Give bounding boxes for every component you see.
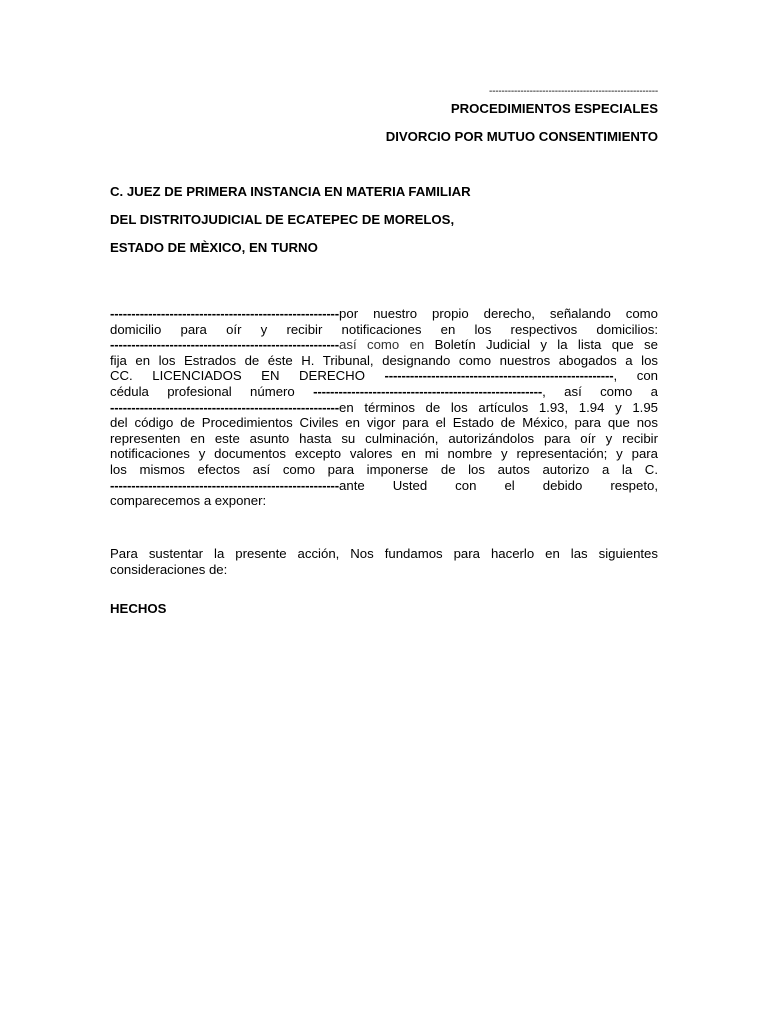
line-text: por nuestro propio derecho, señalando como	[339, 306, 658, 321]
addressee-line-3: ESTADO DE MÈXICO, EN TURNO	[110, 240, 318, 255]
header-dash-rule: ------------------------------------------------------	[488, 86, 658, 97]
paragraph-line: Para sustentar la presente acción, Nos fundamos para hacerlo en las siguientes	[110, 546, 658, 561]
paragraph-line: domicilio para oír y recibir notificaciones en los respectivos domicilios:	[110, 321, 658, 337]
paragraph-line: representen en este asunto hasta su culminación, autorizándolos para oír y recibir	[110, 430, 658, 446]
paragraph-line	[110, 306, 658, 322]
addressee-line-2: DEL DISTRITOJUDICIAL DE ECATEPEC DE MORELOS,	[110, 212, 455, 227]
paragraph-line	[110, 384, 658, 400]
line-text: , con	[613, 368, 658, 384]
blank-field-dashes: ------------------------------------------------------	[110, 399, 340, 415]
paragraph-line: los mismos efectos así como para imponerse de los autos autorizo a la C.	[110, 461, 658, 477]
line-text: CC. LICENCIADOS EN DERECHO	[110, 368, 385, 384]
paragraph-line: consideraciones de:	[110, 561, 228, 577]
paragraph-line: comparecemos a exponer:	[110, 493, 267, 509]
paragraph-line: notificaciones y documentos excepto valores en mi nombre y representación; y para	[110, 446, 658, 462]
paragraph-line	[110, 337, 658, 353]
line-text: cédula profesional número	[110, 383, 314, 399]
paragraph-line: del código de Procedimientos Civiles en vigor para el Estado de México, para que nos	[110, 415, 658, 431]
paragraph-line: fija en los Estrados de éste H. Tribunal, designando como nuestros abogados a los	[110, 352, 658, 368]
addressee-line-1: C. JUEZ DE PRIMERA INSTANCIA EN MATERIA FAMILIAR	[110, 184, 471, 199]
paragraph-grounds	[110, 546, 658, 577]
document-subtitle: DIVORCIO POR MUTUO CONSENTIMIENTO	[385, 129, 658, 144]
line-text: Boletín Judicial y la lista que se	[424, 337, 658, 353]
document-title: PROCEDIMIENTOS ESPECIALES	[450, 101, 658, 116]
blank-field-dashes: ------------------------------------------------------	[313, 383, 543, 399]
line-text: en términos de los artículos 1.93, 1.94 y 1.95	[339, 399, 658, 415]
section-heading-hechos: HECHOS	[110, 601, 167, 616]
paragraph-line	[110, 368, 658, 384]
line-text: , así como a	[542, 383, 658, 399]
paragraph-line	[110, 478, 658, 494]
blank-field-dashes: ------------------------------------------------------	[384, 368, 614, 384]
blank-field-dashes: ------------------------------------------------------	[110, 477, 340, 493]
blank-field-dashes: ------------------------------------------------------	[110, 306, 340, 321]
paragraph-appearance	[110, 306, 658, 509]
line-text: así como en	[339, 337, 425, 353]
line-text: ante Usted con el debido respeto,	[339, 477, 658, 493]
blank-field-dashes: ------------------------------------------------------	[110, 337, 340, 353]
paragraph-line	[110, 400, 658, 416]
